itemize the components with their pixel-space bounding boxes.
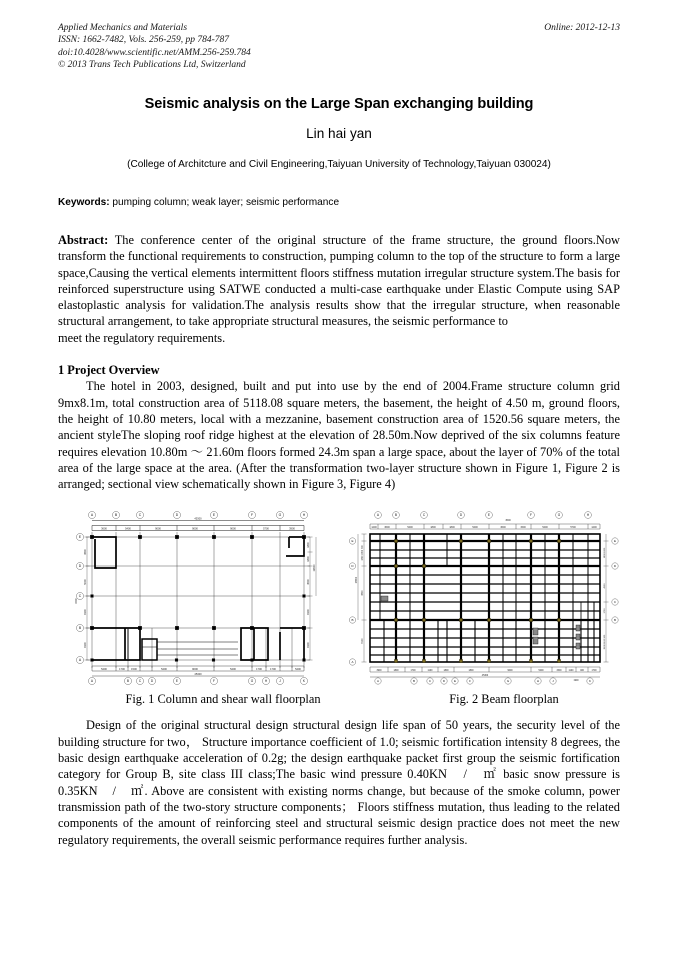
svg-text:4500: 4500 bbox=[307, 579, 310, 586]
svg-text:3900: 3900 bbox=[289, 527, 295, 531]
svg-text:E: E bbox=[613, 539, 617, 544]
svg-text:400: 400 bbox=[580, 670, 584, 673]
svg-text:1500: 1500 bbox=[520, 526, 526, 530]
svg-text:F: F bbox=[213, 679, 215, 684]
svg-text:5400: 5400 bbox=[538, 670, 544, 673]
svg-text:9000: 9000 bbox=[230, 527, 236, 531]
svg-text:3600: 3600 bbox=[84, 549, 87, 556]
svg-text:5400: 5400 bbox=[101, 668, 107, 672]
svg-text:1100: 1100 bbox=[427, 670, 433, 673]
svg-text:C: C bbox=[422, 513, 426, 518]
svg-text:45300: 45300 bbox=[194, 673, 202, 677]
svg-text:D: D bbox=[442, 679, 446, 684]
svg-text:4500: 4500 bbox=[362, 590, 364, 597]
svg-text:F: F bbox=[469, 679, 471, 684]
svg-text:A: A bbox=[90, 679, 94, 684]
svg-text:5400: 5400 bbox=[230, 668, 236, 672]
svg-text:D: D bbox=[150, 679, 154, 684]
svg-text:C: C bbox=[428, 679, 432, 684]
svg-text:5700: 5700 bbox=[570, 526, 576, 530]
figure-2-caption: Fig. 2 Beam floorplan bbox=[449, 692, 559, 707]
svg-text:A: A bbox=[351, 660, 354, 665]
svg-text:B: B bbox=[78, 626, 82, 631]
svg-text:5000: 5000 bbox=[84, 579, 87, 586]
svg-text:1500: 1500 bbox=[75, 598, 78, 605]
svg-text:5400: 5400 bbox=[125, 527, 131, 531]
svg-text:3600: 3600 bbox=[500, 526, 506, 530]
svg-text:5700: 5700 bbox=[263, 527, 269, 531]
svg-text:1100: 1100 bbox=[568, 670, 574, 673]
svg-text:1700: 1700 bbox=[604, 609, 606, 614]
svg-text:9000: 9000 bbox=[507, 670, 513, 673]
page-title: Seismic analysis on the Large Span exchanging building bbox=[144, 96, 534, 112]
abstract-label: Abstract: bbox=[58, 233, 109, 247]
svg-text:J: J bbox=[279, 679, 281, 684]
svg-text:1800 1800: 1800 1800 bbox=[604, 548, 606, 559]
svg-text:1700: 1700 bbox=[256, 668, 262, 672]
svg-text:1700: 1700 bbox=[119, 668, 125, 672]
svg-text:9000: 9000 bbox=[155, 527, 161, 531]
svg-text:H: H bbox=[586, 513, 590, 518]
abstract-body: The conference center of the original structure of the frame structure, the ground floors.Now transform the functional requirements to construction, pumping column to the top of the structure to form a large space,Causing the vertical elements intermittent floors stiffness mutation irregular structure system.The basis for reinforced superstructure using SATWE conducted a multi-case earthquake under Elastic Compute using SAP elastoplastic analysis for validation.The analysis results show that the irregular structure, when reasonable structural arrangement, to take appropriate structural measures, the seismic performance to bbox=[58, 233, 620, 329]
svg-text:45300: 45300 bbox=[194, 517, 202, 521]
svg-text:D: D bbox=[78, 564, 82, 569]
svg-text:B: B bbox=[351, 618, 354, 623]
section-1-paragraph-2: Design of the original structural design structural design life span of 50 years, the security level of the building structure for two， Structure importance coefficient of 1.0; seismic fortification intensity 8 degrees, the basic design earthquake acceleration of 0.2g; the design earthquake packet first group the seismic fortification category for Group B, site class III class;The basic wind pressure 0.40KN / ㎡ basic snow pressure is 0.35KN / ㎡. Above are consistent with existing norms change, but because of the smoke column, power transmission path of the two-story structure components； Floors stiffness mutation, thus leading to the related components of the amount of reinforcing steel and structural seismic design practice does not meet the new regulatory requirements, the overall seismic performance requires further analysis. bbox=[58, 718, 620, 847]
svg-text:B: B bbox=[412, 679, 416, 684]
svg-text:D: D bbox=[351, 564, 354, 569]
abstract-paragraph bbox=[58, 232, 620, 330]
keywords-value: pumping column; weak layer; seismic performance bbox=[109, 197, 340, 208]
svg-text:8100: 8100 bbox=[362, 638, 364, 645]
svg-text:1800: 1800 bbox=[430, 526, 436, 530]
svg-text:1800: 1800 bbox=[307, 556, 310, 563]
svg-text:F: F bbox=[530, 513, 532, 518]
svg-text:E: E bbox=[453, 679, 457, 684]
svg-text:1800: 1800 bbox=[393, 670, 399, 673]
svg-text:D: D bbox=[459, 513, 463, 518]
svg-text:K: K bbox=[302, 679, 306, 684]
svg-text:9000: 9000 bbox=[192, 668, 198, 672]
journal-name: Applied Mechanics and Materials bbox=[58, 23, 188, 33]
svg-text:8100 1100 900: 8100 1100 900 bbox=[604, 635, 606, 650]
svg-text:1700: 1700 bbox=[410, 670, 416, 673]
svg-text:A: A bbox=[78, 658, 82, 663]
svg-text:5400: 5400 bbox=[472, 526, 478, 530]
svg-text:A: A bbox=[90, 513, 94, 518]
svg-text:5400: 5400 bbox=[542, 526, 548, 530]
svg-text:8100: 8100 bbox=[84, 642, 87, 649]
svg-text:D: D bbox=[613, 564, 617, 569]
svg-text:H: H bbox=[302, 513, 306, 518]
svg-text:G: G bbox=[278, 513, 282, 518]
svg-text:1500: 1500 bbox=[131, 668, 137, 672]
figure-1-container bbox=[58, 508, 330, 686]
svg-text:E: E bbox=[212, 513, 216, 518]
svg-text:4500: 4500 bbox=[505, 519, 511, 523]
svg-text:B: B bbox=[126, 679, 130, 684]
keywords-label: Keywords: bbox=[58, 197, 110, 208]
journal-copyright-line: © 2013 Trans Tech Publications Ltd, Switzerland bbox=[58, 60, 246, 71]
author-affiliation: (College of Architcture and Civil Engineering,Taiyuan University of Technology,Taiyuan 030024) bbox=[127, 159, 551, 170]
svg-text:8100: 8100 bbox=[307, 642, 310, 649]
svg-text:E: E bbox=[351, 539, 354, 544]
svg-text:E: E bbox=[78, 535, 82, 540]
svg-text:3900: 3900 bbox=[376, 670, 382, 673]
svg-text:12600: 12600 bbox=[313, 564, 316, 572]
svg-text:5400: 5400 bbox=[295, 668, 301, 672]
svg-text:9000: 9000 bbox=[192, 527, 198, 531]
svg-text:H: H bbox=[264, 679, 268, 684]
svg-text:J: J bbox=[552, 679, 554, 684]
svg-text:C: C bbox=[613, 600, 617, 605]
svg-text:G: G bbox=[506, 679, 510, 684]
svg-text:H: H bbox=[536, 679, 540, 684]
figure-2-container bbox=[348, 508, 620, 686]
svg-text:1900: 1900 bbox=[573, 680, 579, 683]
figure-row bbox=[58, 508, 620, 686]
journal-header bbox=[58, 22, 620, 78]
svg-text:A: A bbox=[376, 679, 380, 684]
figure-2-drawing bbox=[348, 508, 620, 686]
svg-text:E: E bbox=[487, 513, 491, 518]
page-content bbox=[58, 22, 620, 848]
svg-text:B: B bbox=[114, 513, 118, 518]
svg-text:1200: 1200 bbox=[371, 526, 377, 530]
svg-text:5400: 5400 bbox=[161, 668, 167, 672]
svg-text:G: G bbox=[250, 679, 254, 684]
svg-text:F: F bbox=[250, 513, 254, 518]
section-heading-1: 1 Project Overview bbox=[58, 363, 160, 378]
author-name: Lin hai yan bbox=[306, 126, 372, 141]
journal-online-date: Online: 2012-12-13 bbox=[544, 23, 620, 33]
svg-text:K: K bbox=[588, 679, 592, 684]
svg-text:1700: 1700 bbox=[270, 668, 276, 672]
journal-issn-line: ISSN: 1662-7482, Vols. 256-259, pp 784-787 bbox=[58, 35, 229, 46]
svg-text:G: G bbox=[557, 513, 561, 518]
svg-text:D: D bbox=[175, 513, 179, 518]
svg-text:28800: 28800 bbox=[356, 577, 358, 584]
svg-text:B: B bbox=[394, 513, 398, 518]
keywords-line bbox=[58, 197, 620, 208]
svg-text:3600: 3600 bbox=[384, 526, 390, 530]
section-1-paragraph-1: The hotel in 2003, designed, built and put into use by the end of 2004.Frame structure column grid 9mx8.1m, total construction area of 5118.08 square meters, the basement, the height of 4.50 m, ground floors, the height of 10.80 meters, local with a mezzanine, basement construction area of 1520.56 square meters, the ancient styleThe sloping roof ridge highest at the elevation of 28.50m.Now deprived of the six columns feature requires elevation 10.80m ～ 21.60m floors formed 24.3m span a large space, about the layer of 70% of the total area of the large space at the area. (After the transformation two-layer structure shown in Figure 1, Figure 2 is arranged; sectional view schematically shown in Figure 3, Figure 4) bbox=[58, 379, 620, 492]
svg-text:1200: 1200 bbox=[591, 526, 597, 530]
svg-text:1800 1800 700: 1800 1800 700 bbox=[362, 545, 364, 562]
figure-1-caption: Fig. 1 Column and shear wall floorplan bbox=[125, 692, 321, 707]
abstract-tail: meet the regulatory requirements. bbox=[58, 330, 226, 345]
svg-text:E: E bbox=[175, 679, 179, 684]
svg-text:45300: 45300 bbox=[481, 675, 489, 678]
svg-text:8100: 8100 bbox=[84, 609, 87, 616]
svg-text:C: C bbox=[138, 679, 142, 684]
svg-text:1800: 1800 bbox=[443, 670, 449, 673]
svg-text:1700: 1700 bbox=[591, 670, 597, 673]
figure-captions-row bbox=[58, 692, 620, 707]
figure-1-drawing bbox=[58, 508, 330, 686]
svg-text:4500: 4500 bbox=[604, 584, 606, 589]
svg-text:1800: 1800 bbox=[468, 670, 474, 673]
journal-header-left bbox=[58, 22, 620, 72]
svg-text:1800: 1800 bbox=[449, 526, 455, 530]
svg-text:C: C bbox=[138, 513, 142, 518]
svg-text:A: A bbox=[376, 513, 380, 518]
svg-text:1800: 1800 bbox=[307, 542, 310, 549]
svg-text:C: C bbox=[78, 594, 82, 599]
svg-text:8100: 8100 bbox=[307, 609, 310, 616]
svg-text:3300: 3300 bbox=[556, 670, 562, 673]
svg-text:B: B bbox=[613, 618, 617, 623]
svg-text:3600: 3600 bbox=[101, 527, 107, 531]
journal-doi-line: doi:10.4028/www.scientific.net/AMM.256-259.784 bbox=[58, 47, 251, 58]
svg-text:5400: 5400 bbox=[407, 526, 413, 530]
